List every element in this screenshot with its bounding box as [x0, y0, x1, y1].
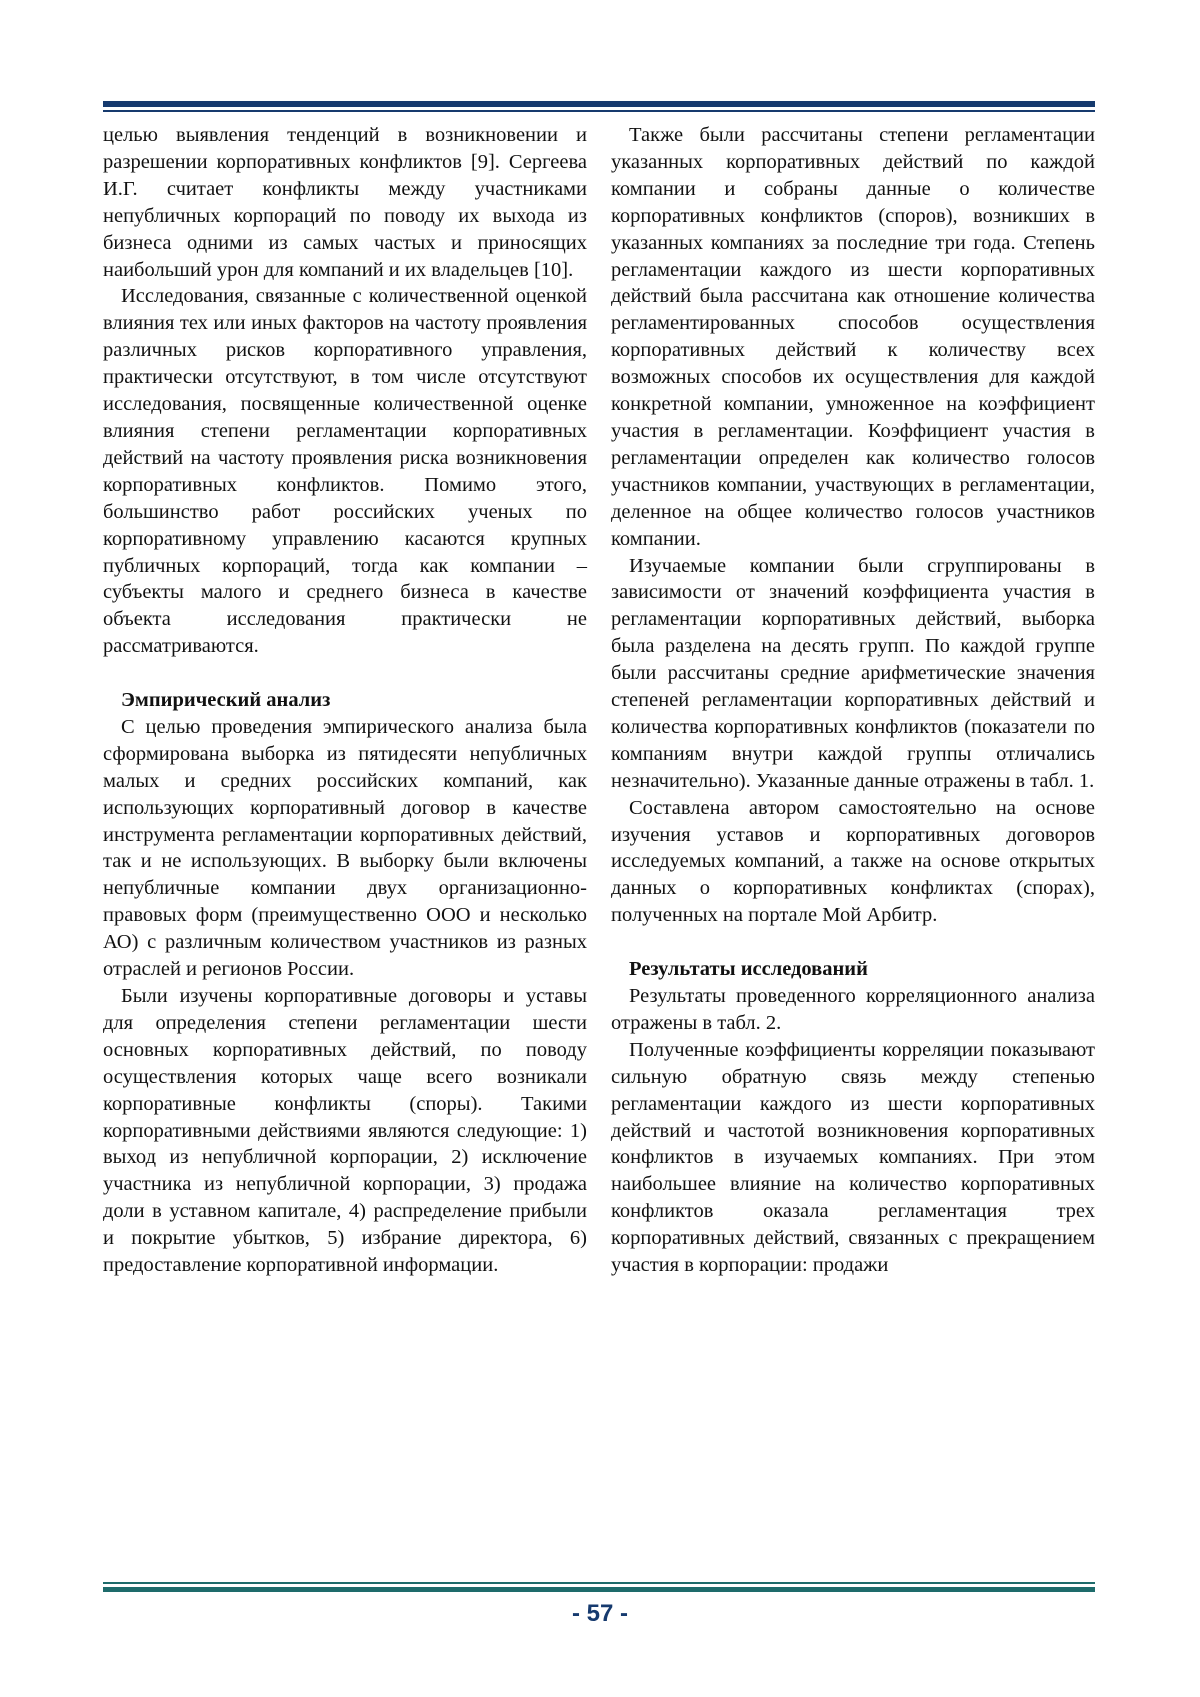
paragraph: Также были рассчитаны степени регламентации указанных корпоративных действий по каждой компании и собраны данные о количестве корпоративных конфликтов (споров), возникших в указанных компаниях за последние три года. Степень регламентации каждого из шести корпоративных действий была рассчитана как отношение количества регламентированных способов осуществления корпоративных действий к количеству всех возможных способов их осуществления для каждой конкретной компании, умноженное на коэффициент участия в регламентации. Коэффициент участия в регламентации определен как количество голосов участников компании, участвующих в регламентации, деленное на общее количество голосов участников компании. [611, 122, 1095, 553]
paragraph: целью выявления тенденций в возникновении и разрешении корпоративных конфликтов [9]. Сергеева И.Г. считает конфликты между участниками непубличных корпораций по поводу их выхода из бизнеса одними из самых частых и приносящих наибольший урон для компаний и их владельцев [10]. [103, 122, 587, 283]
paragraph: Полученные коэффициенты корреляции показывают сильную обратную связь между степенью регламентации каждого из шести корпоративных действий и частотой возникновения корпоративных конфликтов в изучаемых компаниях. При этом наибольшее влияние на количество корпоративных конфликтов оказала регламентация трех корпоративных действий, связанных с прекращением участия в корпорации: продажи [611, 1037, 1095, 1279]
paragraph: С целью проведения эмпирического анализа была сформирована выборка из пятидесяти непубличных малых и средних российских компаний, как использующих корпоративный договор в качестве инструмента регламентации корпоративных действий, так и не использующих. В выборку были включены непубличные компании двух организационно-правовых форм (преимущественно ООО и несколько АО) с различным количеством участников из разных отраслей и регионов России. [103, 714, 587, 983]
paragraph: Исследования, связанные с количественной оценкой влияния тех или иных факторов на частоту проявления различных рисков корпоративного управления, практически отсутствуют, в том числе отсутствуют исследования, посвященные количественной оценке влияния степени регламентации корпоративных действий на частоту проявления риска возникновения корпоративных конфликтов. Помимо этого, большинство работ российских ученых по корпоративному управлению касаются крупных публичных корпораций, тогда как компании – субъекты малого и среднего бизнеса в качестве объекта исследования практически не рассматриваются. [103, 283, 587, 660]
section-heading: Эмпирический анализ [103, 687, 587, 714]
paragraph: Изучаемые компании были сгруппированы в зависимости от значений коэффициента участия в регламентации корпоративных действий, выборка была разделена на десять групп. По каждой группе были рассчитаны средние арифметические значения степеней регламентации корпоративных действий и количества корпоративных конфликтов (показатели по компаниям внутри каждой группы отличались незначительно). Указанные данные отражены в табл. 1. [611, 553, 1095, 795]
paragraph: Составлена автором самостоятельно на основе изучения уставов и корпоративных договоров исследуемых компаний, а также на основе открытых данных о корпоративных конфликтах (спорах), полученных на портале Мой Арбитр. [611, 795, 1095, 930]
section-heading: Результаты исследований [611, 956, 1095, 983]
left-column [103, 122, 587, 1279]
footer-rule [103, 1582, 1095, 1592]
right-column [611, 122, 1095, 1279]
paragraph: Результаты проведенного корреляционного анализа отражены в табл. 2. [611, 983, 1095, 1037]
page-number: - 57 - [0, 1600, 1200, 1628]
header-rule [103, 101, 1095, 112]
paragraph: Были изучены корпоративные договоры и уставы для определения степени регламентации шести основных корпоративных действий, по поводу осуществления которых чаще всего возникали корпоративные конфликты (споры). Такими корпоративными действиями являются следующие: 1) выход из непубличной корпорации, 2) исключение участника из непубличной корпорации, 3) продажа доли в уставном капитале, 4) распределение прибыли и покрытие убытков, 5) избрание директора, 6) предоставление корпоративной информации. [103, 983, 587, 1279]
